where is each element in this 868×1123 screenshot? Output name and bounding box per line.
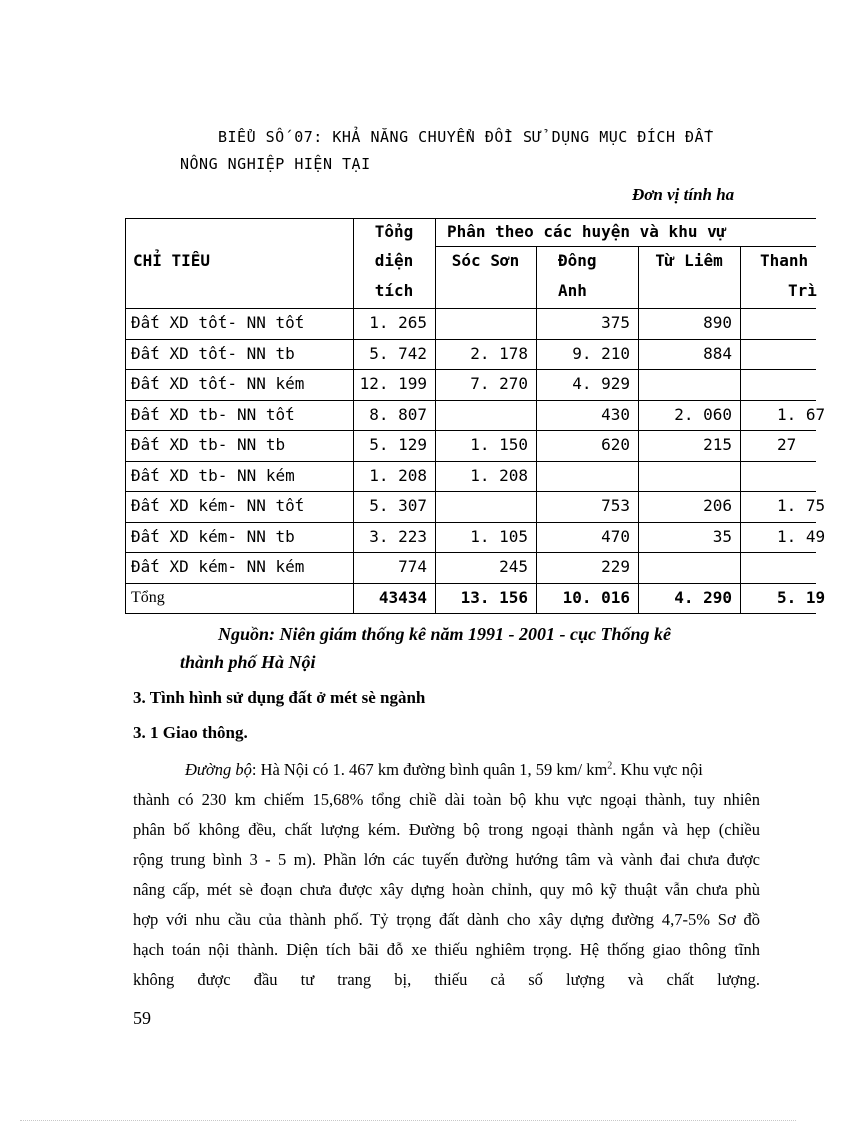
cell-soc-son: 13. 156	[460, 587, 528, 607]
cell-tu-liem: 35	[712, 526, 732, 546]
cell-soc-son: 1. 105	[470, 526, 528, 546]
row-label: Đất XD tốt- NN tốt	[131, 313, 305, 332]
cell-soc-son: 245	[499, 557, 528, 576]
cell-total: 5. 129	[369, 435, 427, 454]
page-number: 59	[133, 1008, 151, 1028]
header-total: diện	[374, 251, 414, 270]
table-title-line2: NÔNG NGHIỆP HIỆN TẠI	[180, 155, 371, 173]
cell-dong-anh: 470	[601, 526, 630, 546]
cell-dong-anh: 620	[601, 435, 630, 454]
cell-thanh-tri: 1. 75	[777, 496, 826, 515]
row-label: Đất XD tb- NN tb	[131, 435, 286, 454]
cell-dong-anh: 375	[601, 313, 630, 332]
header-total: tích	[374, 281, 414, 300]
cell-tu-liem	[638, 461, 740, 492]
header-tu-liem: Từ Liêm	[655, 251, 723, 270]
source-line2: thành phố Hà Nội	[180, 652, 316, 672]
paragraph-lead: Đường bộ	[185, 760, 252, 779]
table-rule	[125, 613, 816, 614]
header-indicator: CHỈ TIÊU	[133, 251, 211, 270]
paragraph-line: hợp với nhu cầu của thành phố. Tỷ trọng đất dành cho xây dựng đường 4,7-5% Sơ đồ	[133, 910, 760, 929]
cell-thanh-tri	[740, 308, 816, 339]
cell-dong-anh	[536, 461, 638, 492]
section-heading-3-1: 3. 1 Giao thông.	[133, 723, 248, 742]
table-title-line1: BIỂU SỐ 07: KHẢ NĂNG CHUYỂN ĐỔI SỬ DỤNG MỤC ĐÍCH ĐẤT	[218, 128, 714, 146]
cell-dong-anh: 753	[601, 496, 630, 515]
cell-total: 1. 208	[369, 465, 427, 485]
header-group: Phân theo các huyện và khu vự	[447, 222, 727, 241]
cell-total: 5. 307	[369, 496, 427, 515]
header-total: Tổng	[374, 222, 414, 241]
source-line1: Nguồn: Niên giám thống kê năm 1991 - 2001 - cục Thống kê	[218, 624, 672, 644]
total-row-label: Tổng	[131, 588, 165, 606]
table-rule	[125, 218, 126, 613]
section-heading-3: 3. Tình hình sử dụng đất ở mét sè ngành	[133, 688, 426, 707]
cell-tu-liem: 890	[703, 313, 732, 332]
cell-total: 8. 807	[369, 404, 427, 424]
cell-dong-anh: 10. 016	[562, 587, 630, 607]
cell-soc-son	[435, 491, 536, 522]
bottom-dotted-rule	[20, 1120, 796, 1121]
cell-soc-son: 2. 178	[470, 343, 528, 363]
cell-tu-liem: 4. 290	[674, 587, 732, 607]
cell-tu-liem	[638, 552, 740, 583]
cell-soc-son: 7. 270	[470, 374, 528, 393]
cell-dong-anh: 9. 210	[572, 343, 630, 363]
cell-tu-liem: 215	[703, 435, 732, 454]
cell-tu-liem: 206	[703, 496, 732, 515]
cell-thanh-tri	[740, 339, 816, 370]
cell-total: 3. 223	[369, 526, 427, 546]
row-label: Đất XD tb- NN tốt	[131, 404, 295, 424]
cell-thanh-tri: 27	[777, 435, 797, 454]
cell-tu-liem: 2. 060	[674, 404, 732, 424]
row-label: Đất XD tốt- NN tb	[131, 343, 295, 363]
paragraph-line: rộng trung bình 3 - 5 m). Phần lớn các tuyến đường hướng tâm và vành đai chưa được	[133, 850, 760, 869]
cell-soc-son	[435, 400, 536, 431]
paragraph-line-1: Đường bộ: Hà Nội có 1. 467 km đường bình quân 1, 59 km/ $km^2$. Khu vực nội	[185, 760, 703, 779]
paragraph-line: phân bố không đều, chất lượng kém. Đường bộ trong ngoại thành ngắn và hẹp (chiều	[133, 820, 760, 839]
cell-total: 43434	[378, 587, 427, 607]
cell-dong-anh: 4. 929	[572, 374, 630, 393]
cell-total: 774	[398, 557, 427, 576]
cell-thanh-tri	[740, 461, 816, 492]
header-thanh-tri: Trì	[788, 281, 817, 300]
header-soc-son: Sóc Sơn	[451, 251, 520, 270]
header-dong-anh: Anh	[558, 281, 587, 300]
cell-soc-son: 1. 208	[470, 465, 528, 485]
cell-thanh-tri: 1. 49	[777, 526, 826, 546]
row-label: Đất XD kém- NN tb	[131, 526, 295, 546]
cell-soc-son	[435, 308, 536, 339]
header-dong-anh: Đông	[558, 251, 597, 270]
cell-thanh-tri: 1. 67	[777, 404, 826, 424]
cell-soc-son: 1. 150	[470, 435, 528, 454]
cell-dong-anh: 430	[601, 404, 630, 424]
cell-total: 5. 742	[369, 343, 427, 363]
cell-dong-anh: 229	[601, 557, 630, 576]
cell-tu-liem: 884	[703, 343, 732, 363]
cell-tu-liem	[638, 369, 740, 400]
cell-thanh-tri	[740, 369, 816, 400]
paragraph-line: thành có 230 km chiếm 15,68% tổng chiề dài toàn bộ khu vực ngoại thành, tuy nhiên	[133, 790, 760, 809]
paragraph-line: nâng cấp, mét sè đoạn chưa được xây dựng hoàn chỉnh, quy mô kỹ thuật vẫn chưa phù	[133, 880, 760, 899]
cell-total: 12. 199	[359, 374, 427, 393]
row-label: Đất XD tốt- NN kém	[131, 374, 305, 393]
header-thanh-tri: Thanh	[760, 251, 809, 270]
row-label: Đất XD tb- NN kém	[131, 465, 295, 485]
cell-thanh-tri: 5. 19	[777, 587, 826, 607]
row-label: Đất XD kém- NN tốt	[131, 496, 305, 515]
row-label: Đất XD kém- NN kém	[131, 557, 305, 576]
paragraph-line: hạch toán nội thành. Diện tích bãi đỗ xe thiếu nghiêm trọng. Hệ thống giao thông tĩnh	[133, 940, 760, 959]
paragraph-line: không được đầu tư trang bị, thiếu cả số lượng và chất lượng.	[133, 970, 760, 989]
cell-total: 1. 265	[369, 313, 427, 332]
cell-thanh-tri	[740, 552, 816, 583]
unit-label: Đơn vị tính ha	[632, 185, 735, 204]
